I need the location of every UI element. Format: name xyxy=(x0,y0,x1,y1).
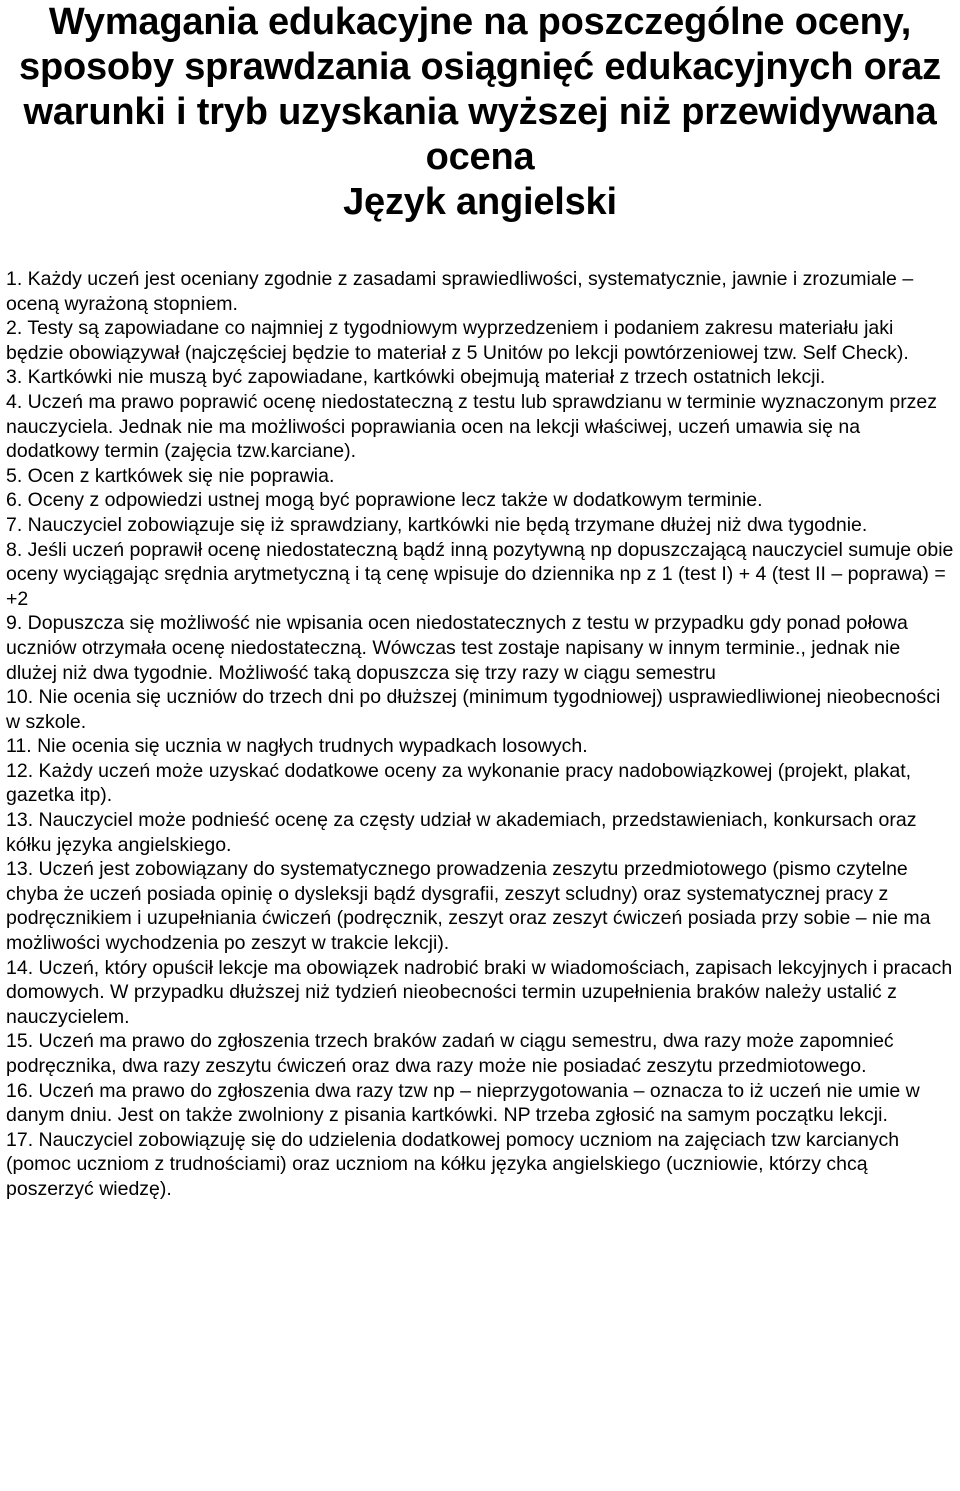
rule-item: 4. Uczeń ma prawo poprawić ocenę niedostateczną z testu lub sprawdzianu w terminie wyznaczonym przez nauczyciela. Jednak nie ma możliwości poprawiania ocen na lekcji właściwej, uczeń umawia się na dodatkowy termin (zajęcia tzw.karciane). xyxy=(6,390,938,463)
spacer xyxy=(6,225,954,267)
rule-item: 15. Uczeń ma prawo do zgłoszenia trzech braków zadań w ciągu semestru, dwa razy może zapomnieć podręcznika, dwa razy zeszytu ćwiczeń oraz dwa razy może nie posiadać zeszytu przedmiotowego. xyxy=(6,1030,894,1077)
document-title xyxy=(6,0,954,225)
rule-item: 12. Każdy uczeń może uzyskać dodatkowe oceny za wykonanie pracy nadobowiązkowej (projekt, plakat, gazetka itp). xyxy=(6,759,912,807)
rule-item: 1. Każdy uczeń jest oceniany zgodnie z zasadami sprawiedliwości, systematycznie, jawnie i zrozumiale – oceną wyrażoną stopniem. xyxy=(6,268,914,315)
title-line: warunki i tryb uzyskania wyższej niż przewidywana xyxy=(23,91,937,133)
rule-item: 7. Nauczyciel zobowiązuje się iż sprawdziany, kartkówki nie będą trzymane dłużej niż dwa tygodnie. xyxy=(6,513,868,536)
rule-item: 8. Jeśli uczeń poprawił ocenę niedostateczną bądź inną pozytywną np dopuszczającą nauczyciel sumuje obie oceny wyciągając srędnia arytmetyczną i tą cenę wpisuje do dziennika np z 1 (test I) + 4 (test II – poprawa) = +2 xyxy=(6,538,954,610)
rule-item: 11. Nie ocenia się ucznia w nagłych trudnych wypadkach losowych. xyxy=(6,735,588,758)
subject-title: Język angielski xyxy=(343,181,617,223)
rule-item: 13. Uczeń jest zobowiązany do systematycznego prowadzenia zeszytu przedmiotowego (pismo czytelne chyba że uczeń posiada opinię o dysleksji bądź dysgrafii, zeszyt scludny) oraz systematycznej pracy z podręcznikiem i uzupełniania ćwiczeń (podręcznik, zeszyt oraz zeszyt ćwiczeń posiada przy sobie – nie ma możliwości wychodzenia po zeszyt w trakcie lekcji). xyxy=(6,858,931,955)
rule-item: 3. Kartkówki nie muszą być zapowiadane, kartkówki obejmują materiał z trzech ostatnich lekcji. xyxy=(6,366,826,389)
title-line: sposoby sprawdzania osiągnięć edukacyjnych oraz xyxy=(19,46,941,88)
rule-item: 9. Dopuszcza się możliwość nie wpisania ocen niedostatecznych z testu w przypadku gdy ponad połowa uczniów otrzymała ocenę niedostateczną. Wówczas test zostaje napisany w innym terminie., jednak nie dlużej niż dwa tygodnie. Możliwość taką dopuszcza się trzy razy w ciągu semestru xyxy=(6,612,908,684)
rule-item: 2. Testy są zapowiadane co najmniej z tygodniowym wyprzedzeniem i podaniem zakresu materiału jaki będzie obowiązywał (najczęściej będzie to materiał z 5 Unitów po lekcji powtórzeniowej tzw. Self Check). xyxy=(6,317,909,364)
rules-list xyxy=(6,267,954,1202)
rule-item: 10. Nie ocenia się uczniów do trzech dni po dłuższej (minimum tygodniowej) usprawiedliwionej nieobecności w szkole. xyxy=(6,686,941,733)
title-line: Wymagania edukacyjne na poszczególne oceny, xyxy=(48,1,912,43)
rule-item: 5. Ocen z kartkówek się nie poprawia. xyxy=(6,464,335,487)
rule-item: 6. Oceny z odpowiedzi ustnej mogą być poprawione lecz także w dodatkowym terminie. xyxy=(6,489,763,512)
rule-item: 14. Uczeń, który opuścił lekcje ma obowiązek nadrobić braki w wiadomościach, zapisach lekcyjnych i pracach domowych. W przypadku dłuższej niż tydzień nieobecności termin uzupełnienia braków należy ustalić z nauczycielem. xyxy=(6,956,953,1028)
rule-item: 16. Uczeń ma prawo do zgłoszenia dwa razy tzw np – nieprzygotowania – oznacza to iż uczeń nie umie w danym dniu. Jest on także zwolniony z pisania kartkówki. NP trzeba zgłosić na samym początku lekcji. xyxy=(6,1079,920,1127)
rule-item: 17. Nauczyciel zobowiązuję się do udzielenia dodatkowej pomocy uczniom na zajęciach tzw karcianych (pomoc uczniom z trudnościami) oraz uczniom na kółku języka angielskiego (uczniowie, którzy chcą poszerzyć wiedzę). xyxy=(6,1128,900,1200)
rule-item: 13. Nauczyciel może podnieść ocenę za częsty udział w akademiach, przedstawieniach, konkursach oraz kółku języka angielskiego. xyxy=(6,809,917,856)
title-line: ocena xyxy=(425,136,535,178)
